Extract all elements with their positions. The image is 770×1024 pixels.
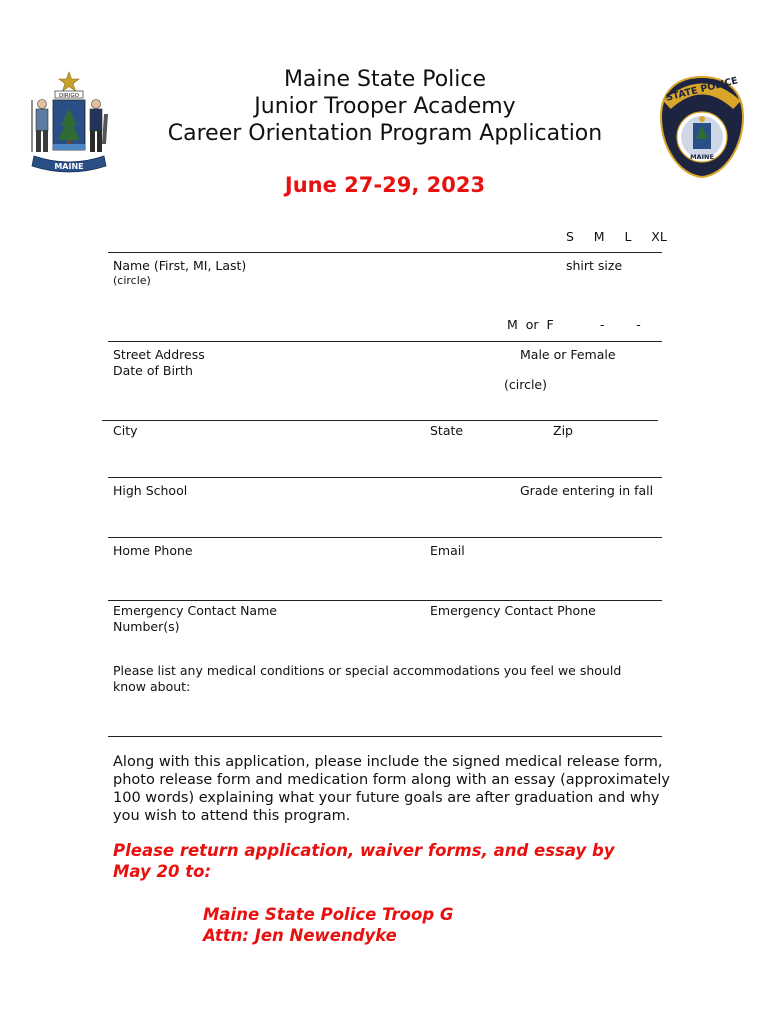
divider-line — [108, 477, 662, 478]
title-line-2: Junior Trooper Academy — [254, 94, 516, 119]
badge-top-text: STATE POLICE — [664, 75, 740, 104]
mailing-address-line-1: Maine State Police Troop G — [203, 905, 454, 924]
circle-note: (circle) — [504, 377, 547, 392]
circle-note: (circle) — [113, 274, 151, 287]
medical-conditions-label: Please list any medical conditions or special accommodations you feel we should — [113, 663, 622, 678]
medical-conditions-label-cont: know about: — [113, 679, 191, 694]
name-label: Name (First, MI, Last) — [113, 258, 247, 273]
divider-line — [108, 736, 662, 737]
title-line-1: Maine State Police — [283, 67, 487, 92]
instructions-paragraph: Along with this application, please include the signed medical release form, photo release form and medication form along with an essay (approximately 100 words) explaining what your future goals are after graduation and why you wish to attend this program. — [113, 754, 670, 824]
mailing-address-attn: Attn: Jen Newendyke — [203, 926, 397, 945]
street-address-label: Street Address — [113, 347, 205, 362]
state-label: State — [430, 423, 464, 438]
shirt-size-options: S M L XL — [566, 229, 667, 244]
return-instructions: Please return application, waiver forms, and essay by — [113, 841, 615, 860]
email-label: Email — [430, 543, 465, 558]
dob-format: - - — [600, 317, 641, 332]
return-deadline: May 20 to: — [113, 862, 212, 881]
seal-motto-text: DIRIGO — [59, 93, 79, 99]
zip-label: Zip — [553, 423, 573, 438]
divider-line — [108, 537, 662, 538]
home-phone-label: Home Phone — [113, 543, 193, 558]
emergency-contact-name-label: Emergency Contact Name — [113, 603, 277, 618]
city-label: City — [113, 423, 138, 438]
emergency-numbers-label: Number(s) — [113, 619, 180, 634]
divider-line — [108, 252, 662, 253]
seal-banner-text: MAINE — [54, 162, 84, 171]
event-date: June 27-29, 2023 — [284, 173, 486, 197]
date-of-birth-label: Date of Birth — [113, 363, 193, 378]
title-line-3: Career Orientation Program Application — [167, 121, 603, 146]
divider-line — [108, 600, 662, 601]
divider-line — [102, 420, 658, 421]
high-school-label: High School — [113, 483, 188, 498]
badge-bottom-text: MAINE — [690, 153, 714, 161]
shirt-size-label: shirt size — [566, 258, 623, 273]
divider-line — [108, 341, 662, 342]
gender-options: M or F — [507, 317, 554, 332]
gender-label: Male or Female — [520, 347, 616, 362]
grade-label: Grade entering in fall — [520, 483, 654, 498]
emergency-contact-phone-label: Emergency Contact Phone — [430, 603, 596, 618]
